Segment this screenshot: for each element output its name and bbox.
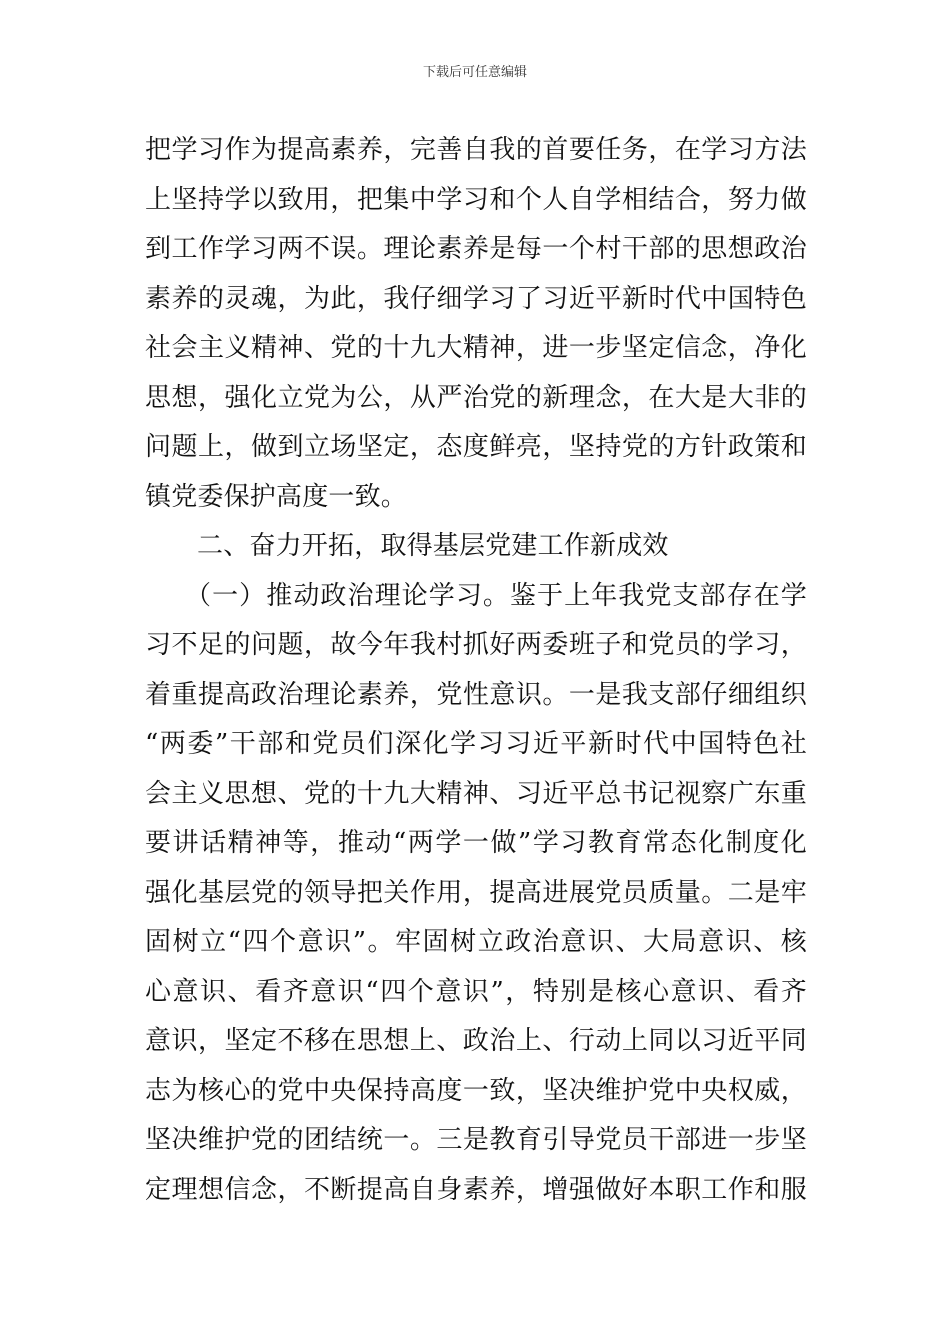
text-line: 着重提高政治理论素养，党性意识。一是我支部仔细组织 bbox=[145, 679, 807, 710]
text-line: 会主义思想、党的十九大精神、习近平总书记视察广东重 bbox=[145, 778, 807, 809]
text-line: 坚决维护党的团结统一。三是教育引导党员干部进一步坚 bbox=[145, 1125, 807, 1155]
text-line: 社会主义精神、党的十九大精神，进一步坚定信念，净化 bbox=[145, 333, 807, 363]
text-line: “两委”干部和党员们深化学习习近平新时代中国特色社 bbox=[145, 729, 807, 759]
text-line: 问题上，做到立场坚定，态度鲜亮，坚持党的方针政策和 bbox=[145, 432, 807, 462]
text-line: 素养的灵魂，为此，我仔细学习了习近平新时代中国特色 bbox=[145, 283, 807, 314]
text-line: 要讲话精神等，推动“两学一做”学习教育常态化制度化 bbox=[145, 828, 807, 858]
page-header: 下载后可任意编辑 bbox=[422, 65, 527, 80]
text-line: 心意识、看齐意识“四个意识”，特别是核心意识、看齐 bbox=[145, 976, 807, 1007]
subsection-start-line: （一）推动政治理论学习。鉴于上年我党支部存在学 bbox=[185, 580, 807, 611]
document-body bbox=[145, 126, 807, 1215]
text-line: 定理想信念，不断提高自身素养，增强做好本职工作和服 bbox=[145, 1174, 807, 1205]
text-line: 习不足的问题，故今年我村抓好两委班子和党员的学习， bbox=[145, 630, 807, 660]
text-line: 强化基层党的领导把关作用，提高进展党员质量。二是牢 bbox=[145, 877, 807, 908]
section-heading: 二、奋力开拓，取得基层党建工作新成效 bbox=[197, 531, 669, 561]
text-line: 镇党委保护高度一致。 bbox=[145, 481, 408, 512]
text-line: 到工作学习两不误。理论素养是每一个村干部的思想政治 bbox=[145, 234, 807, 264]
text-line: 把学习作为提高素养，完善自我的首要任务，在学习方法 bbox=[145, 135, 807, 165]
text-line: 固树立“四个意识”。牢固树立政治意识、大局意识、核 bbox=[145, 927, 807, 957]
text-line: 上坚持学以致用，把集中学习和个人自学相结合，努力做 bbox=[145, 184, 807, 215]
text-line: 思想，强化立党为公，从严治党的新理念，在大是大非的 bbox=[145, 382, 807, 413]
text-line: 志为核心的党中央保持高度一致，坚决维护党中央权威， bbox=[145, 1075, 807, 1106]
text-line: 意识，坚定不移在思想上、政治上、行动上同以习近平同 bbox=[145, 1026, 807, 1056]
